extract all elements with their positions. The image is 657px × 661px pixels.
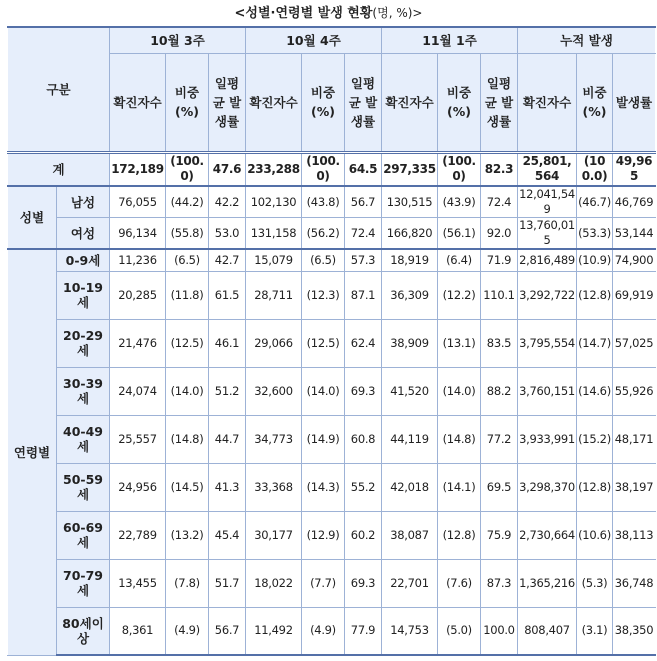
total-value: 47.6 bbox=[209, 152, 246, 186]
header-cases: 확진자수 bbox=[246, 53, 302, 152]
table-cell: 15,079 bbox=[246, 249, 302, 271]
table-row bbox=[8, 511, 656, 559]
header-category: 구분 bbox=[8, 27, 110, 152]
table-cell: 96,134 bbox=[110, 218, 166, 250]
total-value: 172,189 bbox=[110, 152, 166, 186]
table-cell: 30,177 bbox=[246, 511, 302, 559]
table-cell: 72.4 bbox=[481, 186, 518, 218]
table-cell: (44.2) bbox=[166, 186, 209, 218]
table-title bbox=[0, 0, 657, 26]
header-period: 누적 발생 bbox=[518, 27, 656, 53]
table-cell: (12.5) bbox=[302, 319, 345, 367]
table-cell: (10.6) bbox=[577, 511, 613, 559]
group-label: 연령별 bbox=[8, 249, 57, 655]
table-cell: 72.4 bbox=[345, 218, 382, 250]
total-label: 계 bbox=[8, 152, 110, 186]
total-value: 64.5 bbox=[345, 152, 382, 186]
table-cell: (4.9) bbox=[166, 607, 209, 655]
table-cell: 36,309 bbox=[382, 271, 438, 319]
table-cell: 48,171 bbox=[613, 415, 656, 463]
table-cell: (6.5) bbox=[302, 249, 345, 271]
table-cell: (13.1) bbox=[438, 319, 481, 367]
table-cell: (12.8) bbox=[438, 511, 481, 559]
table-cell: 3,795,554 bbox=[518, 319, 577, 367]
table-cell: 88.2 bbox=[481, 367, 518, 415]
table-body bbox=[8, 27, 656, 655]
table-cell: 44,119 bbox=[382, 415, 438, 463]
table-cell: (43.8) bbox=[302, 186, 345, 218]
row-label: 남성 bbox=[57, 186, 110, 218]
header-cases: 확진자수 bbox=[382, 53, 438, 152]
table-cell: (13.2) bbox=[166, 511, 209, 559]
header-daily-rate: 일평균 발생률 bbox=[345, 53, 382, 152]
table-cell: 131,158 bbox=[246, 218, 302, 250]
table-cell: (7.6) bbox=[438, 559, 481, 607]
header-period: 10월 3주 bbox=[110, 27, 246, 53]
table-cell: (14.7) bbox=[577, 319, 613, 367]
table-cell: (6.5) bbox=[166, 249, 209, 271]
total-value: 25,801,564 bbox=[518, 152, 577, 186]
table-cell: (5.3) bbox=[577, 559, 613, 607]
table-cell: 3,292,722 bbox=[518, 271, 577, 319]
table-cell: (53.3) bbox=[577, 218, 613, 250]
table-cell: 3,933,991 bbox=[518, 415, 577, 463]
table-cell: 34,773 bbox=[246, 415, 302, 463]
table-row bbox=[8, 186, 656, 218]
total-value: 82.3 bbox=[481, 152, 518, 186]
table-cell: 53,144 bbox=[613, 218, 656, 250]
table-cell: 42,018 bbox=[382, 463, 438, 511]
total-row bbox=[8, 152, 656, 186]
table-cell: 13,455 bbox=[110, 559, 166, 607]
table-cell: 92.0 bbox=[481, 218, 518, 250]
table-row bbox=[8, 319, 656, 367]
table-cell: (46.7) bbox=[577, 186, 613, 218]
table-cell: 57,025 bbox=[613, 319, 656, 367]
table-cell: (7.7) bbox=[302, 559, 345, 607]
table-cell: 38,087 bbox=[382, 511, 438, 559]
table-cell: 2,816,489 bbox=[518, 249, 577, 271]
table-row bbox=[8, 415, 656, 463]
table-cell: (12.2) bbox=[438, 271, 481, 319]
row-label: 50-59세 bbox=[57, 463, 110, 511]
table-cell: 3,298,370 bbox=[518, 463, 577, 511]
table-cell: 44.7 bbox=[209, 415, 246, 463]
table-cell: (7.8) bbox=[166, 559, 209, 607]
table-cell: (5.0) bbox=[438, 607, 481, 655]
table-cell: 60.2 bbox=[345, 511, 382, 559]
table-cell: 1,365,216 bbox=[518, 559, 577, 607]
table-cell: 38,113 bbox=[613, 511, 656, 559]
table-cell: (4.9) bbox=[302, 607, 345, 655]
table-cell: 21,476 bbox=[110, 319, 166, 367]
total-value: (100.0) bbox=[577, 152, 613, 186]
table-cell: 24,074 bbox=[110, 367, 166, 415]
table-cell: (14.8) bbox=[166, 415, 209, 463]
table-row bbox=[8, 367, 656, 415]
table-cell: 2,730,664 bbox=[518, 511, 577, 559]
table-cell: (14.9) bbox=[302, 415, 345, 463]
table-cell: 166,820 bbox=[382, 218, 438, 250]
table-cell: (14.6) bbox=[577, 367, 613, 415]
row-label: 70-79세 bbox=[57, 559, 110, 607]
table-cell: 55.2 bbox=[345, 463, 382, 511]
table-cell: 100.0 bbox=[481, 607, 518, 655]
table-cell: 38,909 bbox=[382, 319, 438, 367]
table-cell: 55,926 bbox=[613, 367, 656, 415]
table-cell: 41,520 bbox=[382, 367, 438, 415]
table-cell: 83.5 bbox=[481, 319, 518, 367]
table-cell: 11,236 bbox=[110, 249, 166, 271]
table-cell: 62.4 bbox=[345, 319, 382, 367]
header-daily-rate: 일평균 발생률 bbox=[481, 53, 518, 152]
table-cell: 13,760,015 bbox=[519, 218, 575, 247]
header-share: 비중 (%) bbox=[302, 53, 345, 152]
table-cell: 29,066 bbox=[246, 319, 302, 367]
table-cell: 110.1 bbox=[481, 271, 518, 319]
total-value: 49,965 bbox=[613, 152, 656, 186]
header-share: 비중 (%) bbox=[438, 53, 481, 152]
table-cell: (12.9) bbox=[302, 511, 345, 559]
table-cell: 130,515 bbox=[382, 186, 438, 218]
table-row bbox=[8, 607, 656, 655]
row-label: 80세이상 bbox=[57, 607, 110, 655]
table-cell: 42.2 bbox=[209, 186, 246, 218]
table-cell: 56.7 bbox=[209, 607, 246, 655]
table-cell: (15.2) bbox=[577, 415, 613, 463]
header-cases: 확진자수 bbox=[110, 53, 166, 152]
table-cell: 76,055 bbox=[110, 186, 166, 218]
table-cell: 8,361 bbox=[110, 607, 166, 655]
table-cell: 51.2 bbox=[209, 367, 246, 415]
table-cell: (12.8) bbox=[577, 271, 613, 319]
table-cell: 42.7 bbox=[209, 249, 246, 271]
table-cell: 18,919 bbox=[382, 249, 438, 271]
table-cell: (12.3) bbox=[302, 271, 345, 319]
header-row-periods bbox=[8, 27, 656, 53]
table-title-main: <성별·연령별 발생 현황 bbox=[234, 6, 373, 21]
row-label: 40-49세 bbox=[57, 415, 110, 463]
table-cell: (3.1) bbox=[577, 607, 613, 655]
total-value: (100.0) bbox=[438, 152, 481, 186]
table-cell: (14.3) bbox=[302, 463, 345, 511]
table-cell: (14.1) bbox=[438, 463, 481, 511]
table-cell: 87.1 bbox=[345, 271, 382, 319]
table-cell: 60.8 bbox=[345, 415, 382, 463]
row-label: 60-69세 bbox=[57, 511, 110, 559]
table-cell: (14.8) bbox=[438, 415, 481, 463]
row-label: 0-9세 bbox=[57, 249, 110, 271]
table-cell: (14.5) bbox=[166, 463, 209, 511]
header-share: 비중 (%) bbox=[166, 53, 209, 152]
row-label: 30-39세 bbox=[57, 367, 110, 415]
table-cell: 74,900 bbox=[613, 249, 656, 271]
header-period: 10월 4주 bbox=[246, 27, 382, 53]
table-row bbox=[8, 463, 656, 511]
table-cell: 18,022 bbox=[246, 559, 302, 607]
table-cell: (43.9) bbox=[438, 186, 481, 218]
table-cell: 22,701 bbox=[382, 559, 438, 607]
table-cell: 53.0 bbox=[209, 218, 246, 250]
table-cell: 14,753 bbox=[382, 607, 438, 655]
header-period: 11월 1주 bbox=[382, 27, 518, 53]
table-cell: 12,041,549 bbox=[519, 187, 575, 216]
table-cell: 38,350 bbox=[613, 607, 656, 655]
header-daily-rate: 일평균 발생률 bbox=[209, 53, 246, 152]
table-cell: 3,760,151 bbox=[518, 367, 577, 415]
table-row bbox=[8, 271, 656, 319]
table-cell: 33,368 bbox=[246, 463, 302, 511]
table-cell: 51.7 bbox=[209, 559, 246, 607]
table-cell: (14.0) bbox=[438, 367, 481, 415]
table-cell: 56.7 bbox=[345, 186, 382, 218]
table-cell: 77.2 bbox=[481, 415, 518, 463]
table-cell: 45.4 bbox=[209, 511, 246, 559]
table-cell: 46,769 bbox=[613, 186, 656, 218]
table-cell: (11.8) bbox=[166, 271, 209, 319]
table-cell: 25,557 bbox=[110, 415, 166, 463]
table-cell: (14.0) bbox=[166, 367, 209, 415]
table-cell: 75.9 bbox=[481, 511, 518, 559]
table-cell: 36,748 bbox=[613, 559, 656, 607]
table-cell: 22,789 bbox=[110, 511, 166, 559]
header-cum-cases: 확진자수 bbox=[518, 53, 577, 152]
table-cell: 38,197 bbox=[613, 463, 656, 511]
table-cell: (12.5) bbox=[166, 319, 209, 367]
table-cell: 102,130 bbox=[246, 186, 302, 218]
table-cell: 20,285 bbox=[110, 271, 166, 319]
status-table bbox=[7, 26, 656, 656]
row-label: 10-19세 bbox=[57, 271, 110, 319]
table-cell: 69.3 bbox=[345, 559, 382, 607]
table-title-unit: (명, %)> bbox=[372, 6, 423, 20]
table-cell: 69.3 bbox=[345, 367, 382, 415]
table-row bbox=[8, 249, 656, 271]
table-cell: 41.3 bbox=[209, 463, 246, 511]
table-cell: 71.9 bbox=[481, 249, 518, 271]
total-value: 297,335 bbox=[382, 152, 438, 186]
total-value: (100.0) bbox=[166, 152, 209, 186]
table-cell: 87.3 bbox=[481, 559, 518, 607]
table-cell: 28,711 bbox=[246, 271, 302, 319]
table-cell: (12.8) bbox=[577, 463, 613, 511]
group-label: 성별 bbox=[8, 186, 57, 249]
header-cum-rate: 발생률 bbox=[613, 53, 656, 152]
table-cell: (10.9) bbox=[577, 249, 613, 271]
table-cell: (56.1) bbox=[438, 218, 481, 250]
table-cell: 24,956 bbox=[110, 463, 166, 511]
table-cell: (55.8) bbox=[166, 218, 209, 250]
table-cell: 46.1 bbox=[209, 319, 246, 367]
header-cum-share: 비중 (%) bbox=[577, 53, 613, 152]
table-cell: 11,492 bbox=[246, 607, 302, 655]
table-cell: (14.0) bbox=[302, 367, 345, 415]
row-label: 20-29세 bbox=[57, 319, 110, 367]
table-cell: (56.2) bbox=[302, 218, 345, 250]
table-cell: 77.9 bbox=[345, 607, 382, 655]
row-label: 여성 bbox=[57, 218, 110, 250]
table-row bbox=[8, 218, 656, 250]
table-cell: 69.5 bbox=[481, 463, 518, 511]
table-cell: 57.3 bbox=[345, 249, 382, 271]
table-cell: 61.5 bbox=[209, 271, 246, 319]
table-cell: 69,919 bbox=[613, 271, 656, 319]
table-cell: 808,407 bbox=[518, 607, 577, 655]
table-row bbox=[8, 559, 656, 607]
table-cell: (6.4) bbox=[438, 249, 481, 271]
table-cell: 32,600 bbox=[246, 367, 302, 415]
total-value: (100.0) bbox=[302, 152, 345, 186]
total-value: 233,288 bbox=[246, 152, 302, 186]
